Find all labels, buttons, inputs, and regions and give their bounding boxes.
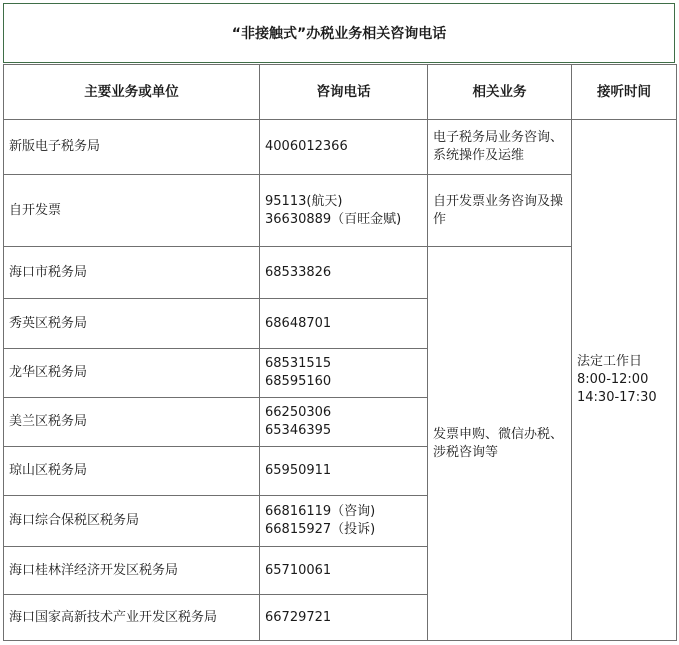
phone-number: 66815927（投诉) <box>265 522 376 537</box>
phone-cell <box>260 175 428 247</box>
phone-number: 4006012366 <box>265 139 348 154</box>
unit-cell: 海口市税务局 <box>4 247 260 299</box>
hours-line-1: 法定工作日 <box>577 354 643 369</box>
unit-cell: 秀英区税务局 <box>4 299 260 349</box>
phone-cell <box>260 447 428 496</box>
phone-number: 65346395 <box>265 423 332 438</box>
phone-cell <box>260 247 428 299</box>
phone-number: 66250306 <box>265 405 332 420</box>
phone-cell <box>260 398 428 447</box>
unit-cell: 龙华区税务局 <box>4 349 260 398</box>
table-title-text: “非接触式”办税业务相关咨询电话 <box>231 26 447 42</box>
hours-line-3: 14:30-17:30 <box>577 390 657 405</box>
business-cell-local: 发票申购、微信办税、涉税咨询等 <box>428 247 572 641</box>
header-unit: 主要业务或单位 <box>4 65 260 120</box>
phone-cell <box>260 496 428 547</box>
business-cell-etax: 电子税务局业务咨询、系统操作及运维 <box>428 120 572 175</box>
header-hours: 接听时间 <box>572 65 677 120</box>
phone-number: 66816119（咨询) <box>265 504 376 519</box>
phone-cell <box>260 299 428 349</box>
phone-number: 65710061 <box>265 562 332 578</box>
phone-number: 68595160 <box>265 374 332 389</box>
phone-cell <box>260 349 428 398</box>
phone-number: 36630889（百旺金赋) <box>265 211 402 227</box>
hours-cell <box>572 120 677 641</box>
unit-cell: 新版电子税务局 <box>4 120 260 175</box>
unit-cell: 琼山区税务局 <box>4 447 260 496</box>
business-cell-invoice: 自开发票业务咨询及操作 <box>428 175 572 247</box>
phone-cell <box>260 120 428 175</box>
table-title <box>3 3 675 63</box>
hours-line-2: 8:00-12:00 <box>577 372 649 387</box>
contact-table <box>3 64 677 641</box>
phone-cell <box>260 547 428 595</box>
phone-number: 95113(航天) <box>265 193 343 209</box>
phone-number: 65950911 <box>265 463 332 478</box>
header-business: 相关业务 <box>428 65 572 120</box>
unit-cell: 海口综合保税区税务局 <box>4 496 260 547</box>
header-phone: 咨询电话 <box>260 65 428 120</box>
unit-cell: 海口桂林洋经济开发区税务局 <box>4 547 260 595</box>
phone-cell <box>260 595 428 641</box>
phone-number: 68533826 <box>265 264 332 280</box>
unit-cell: 美兰区税务局 <box>4 398 260 447</box>
phone-number: 68648701 <box>265 315 332 331</box>
phone-number: 66729721 <box>265 609 332 625</box>
unit-cell: 海口国家高新技术产业开发区税务局 <box>4 595 260 641</box>
header-row <box>4 65 677 120</box>
table-row <box>4 120 677 175</box>
unit-cell: 自开发票 <box>4 175 260 247</box>
phone-number: 68531515 <box>265 356 332 371</box>
